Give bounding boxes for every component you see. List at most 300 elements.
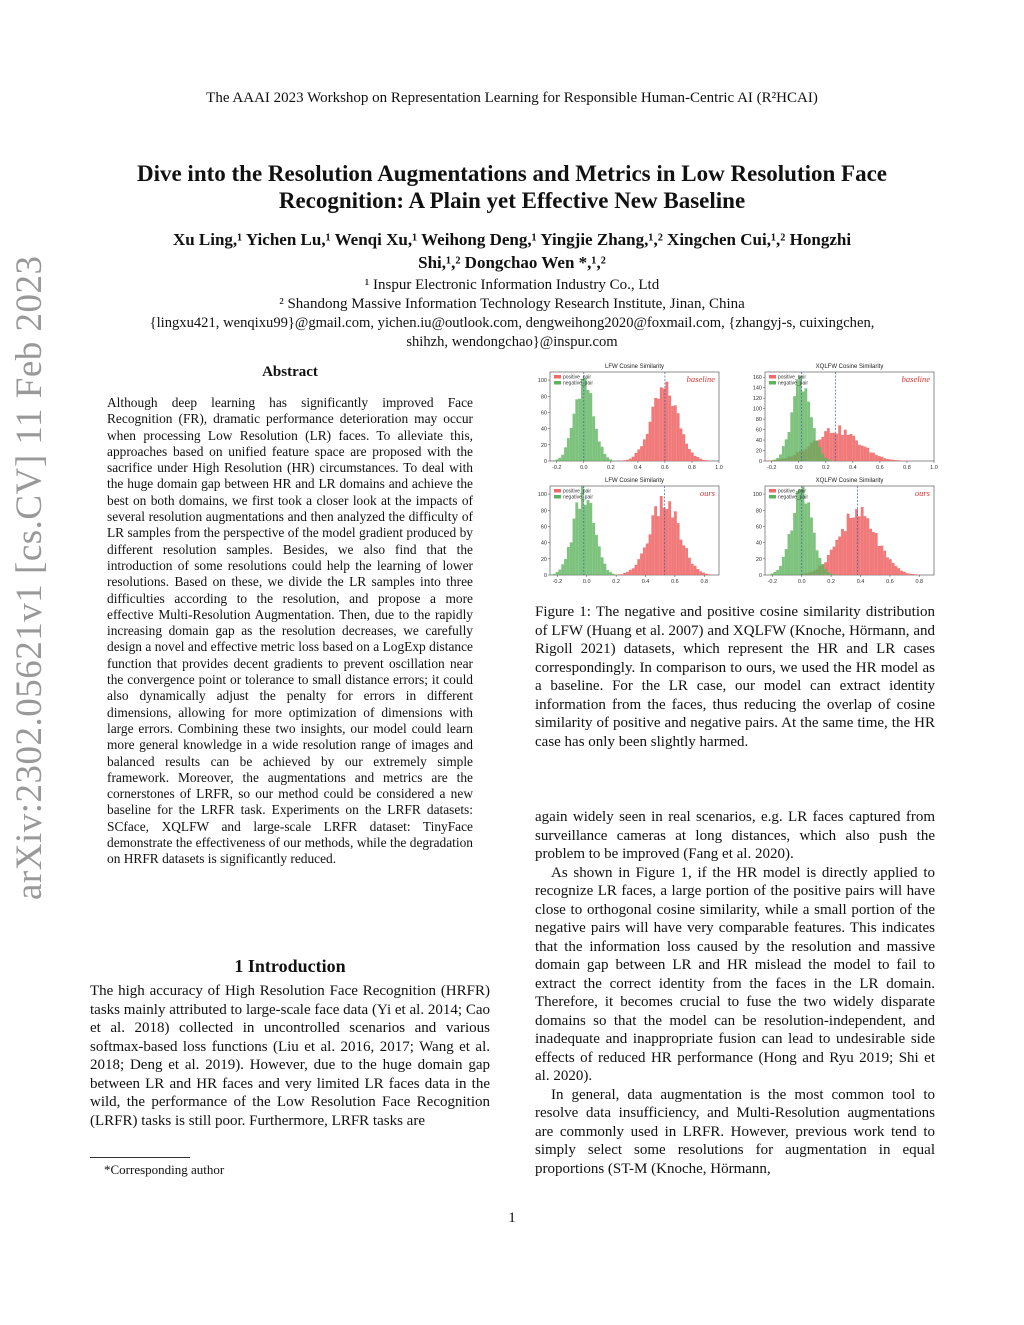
negative_pair-bar: [776, 570, 779, 575]
affiliation-2: ² Shandong Massive Information Technology Research Institute, Jinan, China: [279, 296, 745, 312]
positive_pair-bar: [838, 536, 841, 575]
positive_pair-bar: [651, 515, 654, 575]
positive_pair-bar: [677, 523, 680, 575]
positive_pair-bar: [705, 460, 708, 461]
positive_pair-bar: [858, 516, 861, 575]
negative_pair-bar: [573, 519, 576, 575]
positive_pair-bar: [841, 435, 844, 461]
x-tick-label: -0.2: [767, 465, 777, 471]
figure-1-caption: Figure 1: The negative and positive cosine similarity distribution of LFW (Huang et al. 2007) and XQLFW (Knoche, Hörmann, and Rigoll 2021) datasets, which represent the HR and LR cases correspondingly. In comparison to ours, we used the HR model as a baseline. For the LR case, our model can extract identity information from the faces, thus reducing the overlap of cosine similarity of positive and negative pairs. At the same time, the HR case has only been slightly harmed.: [535, 604, 935, 750]
negative_pair-bar: [810, 417, 813, 461]
x-tick-label: 0.4: [856, 579, 865, 585]
negative_pair-bar: [564, 447, 567, 461]
positive_pair-bar: [671, 517, 674, 575]
positive_pair-bar: [685, 444, 688, 461]
positive_pair-bar: [629, 570, 632, 575]
venue-header: The AAAI 2023 Workshop on Representation Learning for Responsible Human-Centric AI (R²HCAI): [206, 90, 818, 106]
negative_pair-bar: [550, 574, 553, 575]
x-tick-label: 0.2: [607, 465, 615, 471]
positive_pair-bar: [685, 548, 688, 575]
section-heading-introduction: 1 Introduction: [234, 956, 346, 976]
negative_pair-bar: [802, 391, 805, 461]
positive_pair-bar: [699, 459, 702, 461]
positive_pair-bar: [635, 565, 638, 575]
positive_pair-bar: [864, 516, 867, 575]
negative_pair-bar: [813, 533, 816, 575]
positive_pair-bar: [643, 547, 646, 575]
x-tick-label: 1.0: [930, 465, 938, 471]
x-tick-label: 0.6: [661, 465, 669, 471]
x-tick-label: 0.0: [579, 465, 588, 471]
y-tick-label: 120: [752, 396, 762, 403]
legend-swatch: [554, 495, 561, 499]
negative_pair-bar: [578, 509, 581, 575]
panel-title: LFW Cosine Similarity: [604, 364, 665, 370]
y-tick-label: 80: [755, 417, 762, 424]
positive_pair-bar: [629, 459, 632, 461]
negative_pair-bar: [827, 572, 830, 575]
negative_pair-bar: [575, 399, 578, 461]
negative_pair-bar: [771, 574, 774, 575]
negative_pair-bar: [773, 572, 776, 575]
positive_pair-bar: [654, 506, 657, 575]
negative_pair-bar: [570, 542, 573, 575]
positive_pair-bar: [895, 566, 898, 575]
positive_pair-bar: [844, 531, 847, 575]
negative_pair-bar: [556, 459, 559, 461]
positive_pair-bar: [897, 568, 900, 575]
positive_pair-bar: [869, 452, 872, 461]
page-number: 1: [508, 1210, 516, 1226]
positive_pair-bar: [637, 449, 640, 461]
positive_pair-bar: [674, 511, 677, 575]
positive_pair-bar: [880, 457, 883, 461]
negative_pair-bar: [807, 402, 810, 461]
positive_pair-bar: [852, 436, 855, 461]
positive_pair-bar: [889, 559, 892, 575]
positive_pair-bar: [682, 434, 685, 461]
panel-tag: ours: [914, 488, 930, 498]
x-tick-label: 0.8: [903, 465, 911, 471]
x-tick-label: 0.0: [582, 579, 591, 585]
x-tick-label: 1.0: [715, 465, 723, 471]
negative_pair-bar: [558, 458, 561, 461]
negative_pair-bar: [604, 564, 607, 575]
negative_pair-bar: [558, 570, 561, 575]
negative_pair-bar: [589, 503, 592, 575]
paper-title: Dive into the Resolution Augmentations and Metrics in Low Resolution Face Recognition: A Plain yet Effective New Baseline: [136, 161, 888, 213]
y-tick-label: 0: [543, 459, 547, 465]
y-tick-label: 80: [540, 394, 547, 401]
negative_pair-bar: [782, 557, 785, 575]
positive_pair-bar: [850, 518, 853, 575]
intro-paragraph: The high accuracy of High Resolution Face Recognition (HRFR) tasks mainly attributed to large-scale face data (Yi et al. 2014; Cao et al. 2018) collected in uncontrolled scenarios and various softmax-based loss functions (Liu et al. 2016, 2017; Wang et al. 2018; Deng et al. 2019). However, due to the huge domain gap between LR and HR faces and very limited LR faces data in the wild, the performance of the Low Resolution Face Recognition (LRFR) tasks is still poor. Furthermore, LRFR tasks are: [90, 983, 490, 1129]
positive_pair-bar: [702, 460, 705, 461]
negative_pair-bar: [816, 550, 819, 575]
x-tick-label: -0.2: [552, 579, 563, 585]
positive_pair-bar: [702, 573, 705, 575]
x-tick-label: 0.8: [700, 579, 709, 585]
y-tick-label: 40: [540, 426, 547, 433]
negative_pair-bar: [587, 500, 590, 575]
y-tick-label: 100: [537, 492, 547, 499]
legend-swatch: [769, 381, 776, 385]
positive_pair-bar: [911, 574, 914, 575]
positive_pair-bar: [900, 571, 903, 575]
positive_pair-bar: [623, 460, 626, 461]
figure-1-panel-xqlfw-baseline: [735, 360, 940, 475]
footnote-divider: [90, 1157, 190, 1158]
positive_pair-bar: [844, 430, 847, 461]
positive_pair-bar: [640, 553, 643, 575]
negative_pair-bar: [804, 504, 807, 575]
legend-label: negative_pair: [563, 380, 594, 387]
x-tick-label: 0.0: [794, 465, 803, 471]
negative_pair-bar: [790, 412, 793, 461]
y-tick-label: 100: [752, 492, 762, 499]
negative_pair-bar: [804, 388, 807, 461]
positive_pair-bar: [643, 439, 646, 461]
right-paragraph: again widely seen in real scenarios, e.g. LR faces captured from surveillance cameras at long distances, which also push the problem to be improved (Fang et al. 2020).: [535, 809, 935, 862]
positive_pair-bar: [691, 452, 694, 461]
negative_pair-bar: [830, 574, 833, 575]
positive_pair-bar: [880, 546, 883, 575]
y-tick-label: 0: [758, 459, 762, 465]
positive_pair-bar: [632, 568, 635, 575]
positive_pair-bar: [841, 529, 844, 575]
positive_pair-bar: [861, 507, 864, 575]
positive_pair-bar: [886, 557, 889, 575]
y-tick-label: 0: [758, 573, 762, 579]
positive_pair-bar: [696, 457, 699, 461]
positive_pair-bar: [626, 572, 629, 575]
negative_pair-bar: [595, 535, 598, 575]
legend-label: negative_pair: [778, 380, 809, 387]
positive_pair-bar: [618, 574, 621, 575]
y-tick-label: 80: [540, 508, 547, 515]
negative_pair-bar: [553, 460, 556, 461]
positive_pair-bar: [660, 496, 663, 575]
negative_pair-bar: [581, 379, 584, 461]
arxiv-stamp: arXiv:2302.05621v1 [cs.CV] 11 Feb 2023: [9, 255, 50, 900]
negative_pair-bar: [788, 432, 791, 461]
positive_pair-bar: [866, 518, 869, 575]
positive_pair-bar: [872, 453, 875, 461]
y-tick-label: 20: [755, 556, 762, 563]
x-tick-label: -0.2: [552, 465, 562, 471]
positive_pair-bar: [866, 448, 869, 461]
positive_pair-bar: [665, 509, 668, 575]
negative_pair-bar: [793, 396, 796, 461]
y-tick-label: 40: [540, 540, 547, 547]
legend-swatch: [769, 375, 776, 379]
y-tick-label: 80: [755, 508, 762, 515]
negative_pair-bar: [819, 558, 822, 575]
x-tick-label: 0.6: [671, 579, 679, 585]
positive_pair-bar: [847, 435, 850, 461]
negative_pair-bar: [561, 455, 564, 461]
legend-label: positive_pair: [563, 488, 592, 495]
panel-tag: ours: [699, 488, 715, 498]
abstract-body: Although deep learning has significantly improved Face Recognition (FR), dramatic performance deterioration may occur when processing Low Resolution (LR) faces. To alleviate this, approaches based on unified feature space are proposed with the sacrifice under High Resolution (HR) circumstances. To deal with the huge domain gap between HR and LR domains and achieve the best on both domains, we first took a closer look at the impacts of several resolution augmentations and then analyzed the difficulty of LR samples from the perspective of the model gradient produced by different resolution samples. Besides, we also find that the introduction of some resolutions could help the learning of lower resolutions. Based on these, we divide the LR samples into three difficulties according to the resolution, and propose a more effective Multi-Resolution Augmentation. Then, due to the rapidly increasing domain gap as the resolution decreases, we carefully design a novel and effective metric loss based on a LogExp distance function that provides decent gradients to prevent oscillation near the convergence point or tolerance to small distance errors; it could also dynamically adjust the penalty for errors in different dimensions, allowing for more optimization of dimensions with large errors. Combining these two insights, our model could learn more general knowledge in a wide resolution range of images and balanced results can be achieved by our extremely simple framework. Moreover, the augmentations and metrics are the cornerstones of LRFR, so our method could be considered a new baseline for the LRFR task. Experiments on the LRFR datasets: SCface, XQLFW and large-scale LRFR dataset: TinyFace demonstrate the effectiveness of our methods, while the degradation on HRFR datasets is significantly reduced.: [107, 395, 473, 867]
legend-label: positive_pair: [563, 374, 592, 381]
y-tick-label: 160: [752, 375, 762, 382]
authors-line-2: Shi,¹,² Dongchao Wen *,¹,²: [418, 253, 606, 272]
positive_pair-bar: [886, 459, 889, 461]
negative_pair-bar: [612, 574, 615, 575]
positive_pair-bar: [897, 460, 900, 461]
positive_pair-bar: [883, 458, 886, 461]
x-tick-label: 0.6: [886, 579, 894, 585]
positive_pair-bar: [827, 428, 830, 461]
y-tick-label: 20: [755, 448, 762, 455]
negative_pair-bar: [609, 572, 612, 575]
negative_pair-bar: [595, 429, 598, 461]
positive_pair-bar: [909, 574, 912, 575]
positive_pair-bar: [668, 396, 671, 461]
positive_pair-bar: [708, 574, 711, 575]
negative_pair-bar: [768, 574, 771, 575]
positive_pair-bar: [824, 431, 827, 461]
x-tick-label: 0.2: [822, 465, 830, 471]
positive_pair-bar: [895, 460, 898, 461]
positive_pair-bar: [649, 422, 652, 461]
positive_pair-bar: [680, 428, 683, 461]
negative_pair-bar: [793, 513, 796, 575]
x-tick-label: 0.6: [876, 465, 884, 471]
legend-swatch: [554, 375, 561, 379]
authors-line-1: Xu Ling,¹ Yichen Lu,¹ Wenqi Xu,¹ Weihong Deng,¹ Yingjie Zhang,¹,² Xingchen Cui,¹,² Hongzhi: [172, 230, 852, 249]
positive_pair-bar: [878, 456, 881, 461]
negative_pair-bar: [773, 460, 776, 461]
positive_pair-bar: [835, 540, 838, 575]
negative_pair-bar: [827, 459, 830, 461]
negative_pair-bar: [589, 393, 592, 461]
positive_pair-bar: [668, 501, 671, 575]
figure-1-panel-xqlfw-ours: [735, 474, 940, 589]
negative_pair-bar: [776, 458, 779, 461]
positive_pair-bar: [691, 564, 694, 575]
negative_pair-bar: [606, 457, 609, 461]
positive_pair-bar: [861, 446, 864, 461]
panel-title: XQLFW Cosine Similarity: [815, 364, 884, 370]
legend-swatch: [769, 495, 776, 499]
positive_pair-bar: [869, 529, 872, 575]
positive_pair-bar: [660, 387, 663, 461]
negative_pair-bar: [612, 460, 615, 461]
positive_pair-bar: [872, 532, 875, 575]
footnote: *Corresponding author: [104, 1162, 225, 1177]
legend-swatch: [769, 489, 776, 493]
x-tick-label: 0.8: [688, 465, 696, 471]
positive_pair-bar: [852, 518, 855, 575]
x-tick-label: 0.2: [827, 579, 835, 585]
x-tick-label: 0.4: [634, 465, 642, 471]
positive_pair-bar: [883, 551, 886, 575]
negative_pair-bar: [785, 439, 788, 461]
positive_pair-bar: [654, 398, 657, 461]
x-tick-label: 0.4: [849, 465, 857, 471]
positive_pair-bar: [682, 545, 685, 575]
positive_pair-bar: [626, 460, 629, 461]
positive_pair-bar: [864, 447, 867, 461]
negative_pair-bar: [824, 458, 827, 461]
negative_pair-bar: [592, 416, 595, 461]
panel-title: LFW Cosine Similarity: [604, 478, 665, 484]
negative_pair-bar: [578, 399, 581, 461]
positive_pair-bar: [835, 433, 838, 461]
negative_pair-bar: [821, 564, 824, 575]
author-list: [100, 228, 924, 274]
negative_pair-bar: [609, 459, 612, 461]
panel-tag: baseline: [901, 374, 930, 384]
y-tick-label: 60: [755, 427, 762, 434]
positive_pair-bar: [889, 459, 892, 461]
negative_pair-bar: [592, 523, 595, 575]
positive_pair-bar: [674, 405, 677, 461]
y-tick-label: 100: [752, 406, 762, 413]
negative_pair-bar: [584, 378, 587, 461]
negative_pair-bar: [833, 574, 836, 575]
legend-label: negative_pair: [563, 494, 594, 501]
x-tick-label: 0.2: [612, 579, 620, 585]
positive_pair-bar: [830, 433, 833, 461]
x-tick-label: 0.0: [797, 579, 806, 585]
figure-1-panel-lfw-ours: [520, 474, 725, 589]
negative_pair-bar: [601, 557, 604, 575]
positive_pair-bar: [623, 573, 626, 575]
positive_pair-bar: [671, 406, 674, 461]
negative_pair-bar: [567, 438, 570, 461]
positive_pair-bar: [651, 407, 654, 461]
positive_pair-bar: [858, 445, 861, 461]
positive_pair-bar: [906, 573, 909, 575]
positive_pair-bar: [663, 508, 666, 575]
negative_pair-bar: [782, 446, 785, 461]
positive_pair-bar: [694, 456, 697, 461]
positive_pair-bar: [914, 574, 917, 575]
negative_pair-bar: [771, 460, 774, 461]
positive_pair-bar: [847, 514, 850, 575]
right-column-text: [535, 808, 935, 1178]
negative_pair-bar: [573, 414, 576, 461]
negative_pair-bar: [810, 517, 813, 575]
positive_pair-bar: [677, 413, 680, 461]
negative_pair-bar: [790, 531, 793, 575]
positive_pair-bar: [827, 555, 830, 575]
positive_pair-bar: [637, 559, 640, 575]
positive_pair-bar: [694, 566, 697, 575]
positive_pair-bar: [875, 533, 878, 575]
y-tick-label: 60: [755, 524, 762, 531]
positive_pair-bar: [903, 572, 906, 575]
negative_pair-bar: [816, 441, 819, 461]
positive_pair-bar: [640, 446, 643, 461]
positive_pair-bar: [657, 399, 660, 461]
positive_pair-bar: [705, 574, 708, 575]
negative_pair-bar: [584, 505, 587, 575]
affiliation-1: ¹ Inspur Electronic Information Industry Co., Ltd: [364, 277, 660, 293]
negative_pair-bar: [598, 546, 601, 575]
positive_pair-bar: [646, 434, 649, 461]
legend-swatch: [554, 381, 561, 385]
positive_pair-bar: [833, 547, 836, 575]
emails-line-1: {lingxu421, wenqixu99}@gmail.com, yichen.iu@outlook.com, dengweihong2020@foxmail.com, {zhangyj-s, cuixingchen,: [149, 315, 875, 331]
negative_pair-bar: [799, 489, 802, 575]
negative_pair-bar: [575, 502, 578, 575]
y-tick-label: 0: [543, 573, 547, 579]
legend-label: positive_pair: [778, 488, 807, 495]
positive_pair-bar: [657, 516, 660, 575]
negative_pair-bar: [570, 428, 573, 461]
negative_pair-bar: [824, 569, 827, 575]
y-tick-label: 40: [755, 438, 762, 445]
figure-1-panel-lfw-baseline: [520, 360, 725, 475]
positive_pair-bar: [620, 574, 623, 575]
negative_pair-bar: [587, 390, 590, 461]
y-tick-label: 20: [540, 442, 547, 449]
legend-swatch: [554, 489, 561, 493]
negative_pair-bar: [598, 442, 601, 461]
positive_pair-bar: [850, 434, 853, 461]
abstract-heading: Abstract: [262, 364, 318, 380]
positive_pair-bar: [838, 425, 841, 461]
right-paragraph: In general, data augmentation is the most common tool to resolve data insufficiency, and Multi-Resolution augmentations are commonly used in LRFR. However, previous work tend to simply select some resolutions for augmentation in equal proportions (ST-M (Knoche, Hörmann,: [535, 1086, 935, 1177]
negative_pair-bar: [561, 564, 564, 575]
positive_pair-bar: [892, 563, 895, 575]
negative_pair-bar: [830, 460, 833, 461]
negative_pair-bar: [821, 454, 824, 461]
y-tick-label: 40: [755, 540, 762, 547]
x-tick-label: -0.2: [767, 579, 778, 585]
negative_pair-bar: [567, 547, 570, 575]
negative_pair-bar: [813, 428, 816, 461]
y-tick-label: 140: [752, 385, 762, 392]
legend-label: negative_pair: [778, 494, 809, 501]
positive_pair-bar: [646, 543, 649, 575]
positive_pair-bar: [635, 453, 638, 461]
negative_pair-bar: [779, 454, 782, 461]
y-tick-label: 100: [537, 378, 547, 385]
negative_pair-bar: [788, 534, 791, 575]
negative_pair-bar: [785, 549, 788, 575]
positive_pair-bar: [855, 440, 858, 461]
x-tick-label: 0.4: [641, 579, 650, 585]
positive_pair-bar: [632, 457, 635, 461]
emails-line-2: shihzh, wendongchao}@inspur.com: [406, 334, 618, 350]
positive_pair-bar: [649, 534, 652, 575]
negative_pair-bar: [796, 491, 799, 575]
positive_pair-bar: [680, 540, 683, 575]
positive_pair-bar: [830, 550, 833, 575]
negative_pair-bar: [604, 454, 607, 461]
negative_pair-bar: [564, 559, 567, 575]
positive_pair-bar: [665, 382, 668, 461]
positive_pair-bar: [875, 455, 878, 461]
positive_pair-bar: [892, 460, 895, 461]
positive_pair-bar: [688, 558, 691, 575]
positive_pair-bar: [699, 571, 702, 575]
negative_pair-bar: [779, 566, 782, 575]
negative_pair-bar: [601, 447, 604, 461]
panel-tag: baseline: [686, 374, 715, 384]
negative_pair-bar: [819, 447, 822, 461]
legend-label: positive_pair: [778, 374, 807, 381]
positive_pair-bar: [696, 569, 699, 575]
x-tick-label: 0.8: [915, 579, 924, 585]
y-tick-label: 20: [540, 556, 547, 563]
negative_pair-bar: [807, 502, 810, 575]
